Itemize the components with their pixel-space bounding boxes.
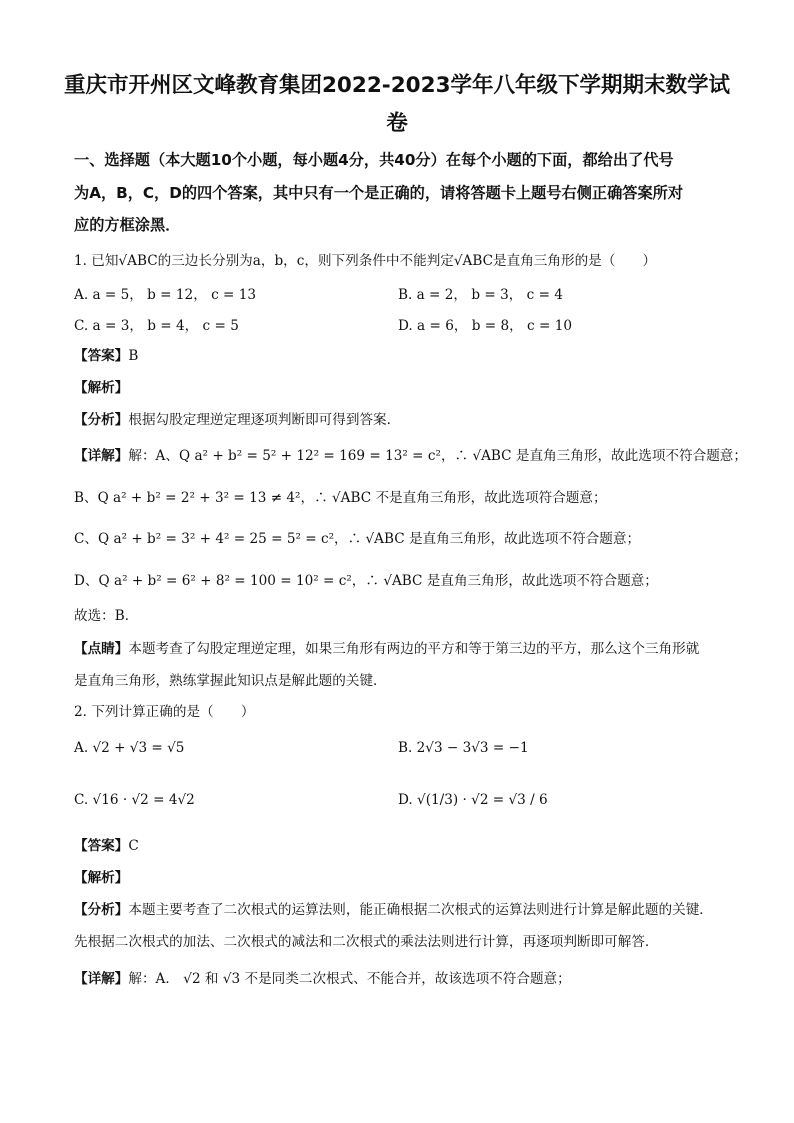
- question-1-remark-line-1: [74, 639, 699, 659]
- answer-tag: 【答案】: [74, 348, 129, 364]
- question-1-stem: 1. 已知√ABC的三边长分别为a，b，c，则下列条件中不能判定√ABC是直角三角形的是（ ）: [74, 253, 657, 269]
- question-1-jiexi: [74, 378, 128, 398]
- document-title-line-2: 卷: [386, 111, 408, 136]
- analysis-text: 本题主要考查了二次根式的运算法则，能正确根据二次根式的运算法则进行计算是解此题的关键．: [128, 902, 713, 918]
- question-2-option-b: B. 2√3 − 3√3 = −1: [398, 740, 529, 756]
- question-1-conclusion: 故选：B．: [74, 608, 139, 624]
- section-1-instructions-line-3: 应的方框涂黑．: [74, 216, 181, 234]
- xiangjie-tag: 【详解】: [74, 448, 129, 464]
- question-1-analysis: [74, 410, 400, 430]
- fenxi-tag: 【分析】: [74, 902, 129, 918]
- question-2-analysis-line-1: [74, 900, 713, 920]
- question-2-analysis-line-2: 先根据二次根式的加法、二次根式的减法和二次根式的乘法法则进行计算，再逐项判断即可解答．: [74, 934, 659, 950]
- question-1-detail-c: C、Q a² + b² = 3² + 4² = 25 = 5² = c²，∴ √ABC 是直角三角形，故此选项不符合题意；: [74, 531, 641, 547]
- question-2-option-d: D. √(1/3) · √2 = √3 / 6: [398, 792, 548, 808]
- question-1-answer: [74, 346, 138, 366]
- question-1-remark-line-2: 是直角三角形，熟练掌握此知识点是解此题的关键．: [74, 673, 387, 689]
- section-1-instructions-line-1: 一、选择题（本大题10个小题，每小题4分，共40分）在每个小题的下面，都给出了代号: [74, 151, 674, 169]
- question-1-option-a: A. a = 5， b = 12， c = 13: [74, 287, 257, 303]
- jiexi-tag: 【解析】: [74, 870, 129, 886]
- answer-value: C: [128, 838, 139, 854]
- question-2-jiexi: [74, 868, 128, 888]
- question-1-detail-b: B、Q a² + b² = 2² + 3² = 13 ≠ 4²，∴ √ABC 不是直角三角形，故此选项符合题意；: [74, 490, 607, 506]
- document-title-line-1: 重庆市开州区文峰教育集团2022-2023学年八年级下学期期末数学试: [63, 73, 731, 98]
- section-1-instructions-line-2: 为A，B，C，D的四个答案，其中只有一个是正确的，请将答题卡上题号右侧正确答案所对: [74, 184, 684, 202]
- question-1-option-d: D. a = 6， b = 8， c = 10: [398, 318, 572, 334]
- detail-text: 解：A、Q a² + b² = 5² + 12² = 169 = 13² = c²，∴ √ABC 是直角三角形，故此选项不符合题意；: [128, 448, 747, 464]
- answer-tag: 【答案】: [74, 838, 129, 854]
- question-1-detail-d: D、Q a² + b² = 6² + 8² = 100 = 10² = c²，∴ √ABC 是直角三角形，故此选项不符合题意；: [74, 573, 658, 589]
- xiangjie-tag: 【详解】: [74, 971, 129, 987]
- dianjing-tag: 【点睛】: [74, 641, 129, 657]
- question-2-stem: 2. 下列计算正确的是（ ）: [74, 704, 255, 720]
- remark-text: 本题考查了勾股定理逆定理，如果三角形有两边的平方和等于第三边的平方，那么这个三角形就: [128, 641, 700, 657]
- question-2-option-c: C. √16 · √2 = 4√2: [74, 792, 195, 808]
- fenxi-tag: 【分析】: [74, 412, 129, 428]
- question-1-option-b: B. a = 2， b = 3， c = 4: [398, 287, 563, 303]
- question-1-detail-a: [74, 446, 747, 466]
- question-2-option-a: A. √2 + √3 = √5: [74, 740, 185, 756]
- analysis-text: 根据勾股定理逆定理逐项判断即可得到答案．: [128, 412, 401, 428]
- question-2-detail-a: [74, 969, 571, 989]
- question-2-answer: [74, 836, 139, 856]
- question-1-option-c: C. a = 3， b = 4， c = 5: [74, 318, 239, 334]
- answer-value: B: [128, 348, 139, 364]
- detail-text: 解：A． √2 和 √3 不是同类二次根式、不能合并，故该选项不符合题意；: [128, 971, 571, 987]
- jiexi-tag: 【解析】: [74, 380, 129, 396]
